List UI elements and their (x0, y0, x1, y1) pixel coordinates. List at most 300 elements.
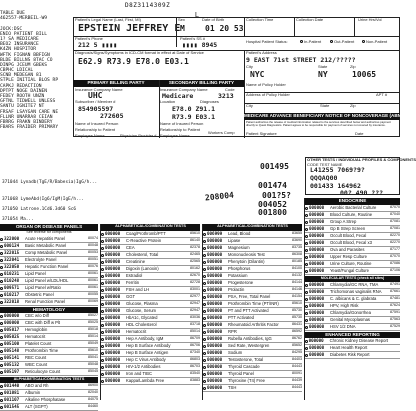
test-row[interactable] (101, 287, 200, 294)
test-name: Hep B Surface Antibody (126, 342, 171, 348)
test-row[interactable] (305, 352, 400, 359)
test-code: 000000 (105, 307, 121, 313)
address-value[interactable]: 9 EAST 71st STREET 212/????? (246, 56, 356, 64)
test-code: 000000 (105, 265, 121, 271)
code-value[interactable]: 3213 (218, 92, 234, 100)
test-name: Thyroid Panel (228, 370, 254, 376)
test-row[interactable] (305, 345, 400, 352)
test-checkbox[interactable] (0, 322, 3, 325)
test-row[interactable] (203, 245, 302, 252)
test-checkbox[interactable] (305, 319, 308, 322)
test-row[interactable] (0, 404, 98, 411)
test-checkbox[interactable] (101, 331, 104, 334)
test-checkbox[interactable] (0, 238, 3, 241)
test-row[interactable] (203, 259, 302, 266)
test-row[interactable] (203, 273, 302, 280)
test-checkbox[interactable] (101, 233, 104, 236)
test-row[interactable] (101, 315, 200, 322)
test-checkbox[interactable] (0, 273, 3, 276)
physician-label: Physician Provider # (120, 133, 157, 138)
cpt-code: 87070 (390, 205, 400, 210)
test-checkbox[interactable] (101, 289, 104, 292)
cpt-code: 84075 (88, 397, 98, 402)
test-row[interactable] (101, 245, 200, 252)
handwritten-code[interactable]: 001?5? (262, 191, 291, 200)
test-row[interactable] (101, 336, 200, 343)
test-code: 005132 (4, 361, 20, 367)
test-row[interactable] (305, 233, 400, 240)
cpt-code: 82977 (190, 294, 200, 299)
test-checkbox[interactable] (305, 270, 308, 273)
test-code: 000000 (309, 253, 325, 259)
cpt-code: 80053 (88, 250, 98, 255)
test-row[interactable] (203, 280, 302, 287)
test-row[interactable] (101, 280, 200, 287)
test-code: 000000 (207, 335, 223, 341)
test-checkbox[interactable] (0, 385, 3, 388)
test-checkbox[interactable] (101, 261, 104, 264)
test-checkbox[interactable] (101, 296, 104, 299)
test-row[interactable] (305, 324, 400, 331)
state-label: State (318, 64, 328, 69)
test-checkbox[interactable] (0, 392, 3, 395)
strip-line: 371054 Ma... (2, 217, 34, 222)
test-checkbox[interactable] (101, 247, 104, 250)
test-row[interactable] (203, 357, 302, 364)
test-row[interactable] (101, 294, 200, 301)
test-row[interactable] (305, 212, 400, 219)
test-row[interactable] (0, 299, 98, 306)
test-checkbox[interactable] (0, 343, 3, 346)
test-name: CBC w/o Diff (25, 312, 49, 318)
state-value[interactable]: NY (318, 70, 328, 79)
cpt-code: 87624 (390, 303, 400, 308)
handwritten-code[interactable]: 001495 (260, 162, 289, 171)
ssn-label: Patient's SS # (180, 36, 205, 41)
test-code: 010217 (4, 291, 20, 297)
test-checkbox[interactable] (305, 256, 308, 259)
test-row[interactable] (101, 266, 200, 273)
inpatient-option[interactable]: In-Patient (300, 40, 321, 44)
test-checkbox[interactable] (0, 364, 3, 367)
organ-panels-title: ORGAN OR DISEASE PANELS (0, 224, 98, 231)
test-checkbox[interactable] (305, 249, 308, 252)
test-checkbox[interactable] (0, 329, 3, 332)
test-checkbox[interactable] (305, 291, 308, 294)
test-checkbox[interactable] (0, 287, 3, 290)
test-checkbox[interactable] (0, 294, 3, 297)
test-checkbox[interactable] (305, 284, 308, 287)
city-label: City (246, 64, 253, 69)
test-name: Upper Resp Culture (330, 253, 368, 259)
patient-name-value[interactable]: EPSTEIN JEFFREY E (78, 23, 181, 34)
city-value[interactable]: NYC (250, 70, 265, 79)
test-code: 000000 (308, 337, 324, 343)
test-row[interactable] (305, 282, 400, 289)
test-row[interactable] (0, 327, 98, 334)
test-row[interactable] (305, 226, 400, 233)
group-value[interactable]: 272605 (100, 112, 124, 120)
test-name: Lipase (228, 237, 241, 243)
test-name: PTT Activated (228, 314, 254, 320)
test-row[interactable] (203, 378, 302, 385)
test-name: Magnesium (228, 244, 250, 250)
test-checkbox[interactable] (305, 326, 308, 329)
test-checkbox[interactable] (101, 303, 104, 306)
cpt-code: 82947 (190, 301, 200, 306)
test-row[interactable] (203, 252, 302, 259)
test-checkbox[interactable] (101, 240, 104, 243)
test-row[interactable] (305, 254, 400, 261)
test-name: Prothrombin Time (25, 347, 59, 353)
test-checkbox[interactable] (203, 338, 206, 341)
cpt-code: 85610 (88, 348, 98, 353)
barcode-text: D8Z3114309Z (125, 2, 171, 9)
test-row[interactable] (101, 350, 200, 357)
test-row[interactable] (0, 243, 98, 250)
test-checkbox[interactable] (305, 207, 308, 210)
cpt-code: 86308 (292, 252, 302, 257)
test-row[interactable] (305, 296, 400, 303)
insurance-company-label: Insurance Company Name (75, 87, 123, 92)
test-row[interactable] (0, 362, 98, 369)
diagnoses-value-1[interactable]: E78.0 Z91.1 (172, 105, 216, 113)
cpt-code: 83690 (292, 238, 302, 243)
phone-value[interactable]: 212 5 ▮▮▮▮ (78, 41, 118, 49)
test-code: 000000 (207, 370, 223, 376)
test-row[interactable] (101, 322, 200, 329)
test-row[interactable] (101, 378, 200, 385)
policy-holder-label: Name of Policy Holder (246, 82, 286, 87)
test-row[interactable] (0, 278, 98, 285)
test-row[interactable] (305, 268, 400, 275)
strip-line: 371050 Latrone.1Cd6.3d60 Sc6 (2, 207, 77, 212)
cpt-code: 86706 (190, 343, 200, 348)
test-checkbox[interactable] (101, 268, 104, 271)
test-name: HIV-1/2 Antibodies (126, 363, 161, 369)
left-code-item: DPTPT NOGE DAINEN (0, 88, 48, 94)
left-code-item: 1? SA MEDICARE (0, 36, 39, 42)
test-checkbox[interactable] (101, 310, 104, 313)
cpt-code: 80162 (190, 266, 200, 271)
test-row[interactable] (203, 287, 302, 294)
test-row[interactable] (0, 390, 98, 397)
test-checkbox[interactable] (0, 301, 3, 304)
test-name: Urine Culture, Routine (330, 260, 372, 266)
test-row[interactable] (203, 294, 302, 301)
sex-value[interactable]: M (180, 24, 185, 33)
handwritten-code[interactable]: 001474 (258, 181, 287, 190)
test-checkbox[interactable] (305, 214, 308, 217)
cpt-code: 85652 (292, 343, 302, 348)
left-code-item: DINPG JCEUM GBEKS (0, 62, 48, 68)
test-checkbox[interactable] (0, 280, 3, 283)
test-checkbox[interactable] (203, 282, 206, 285)
test-row[interactable] (203, 238, 302, 245)
test-checkbox[interactable] (0, 266, 3, 269)
test-row[interactable] (101, 238, 200, 245)
handwritten-code[interactable]: 208004 (204, 190, 235, 203)
test-row[interactable] (0, 271, 98, 278)
test-name: Kappa/Lambda Free (126, 377, 165, 383)
test-code: 000000 (309, 260, 325, 266)
test-name: Hematocrit (25, 333, 46, 339)
test-checkbox[interactable] (203, 310, 206, 313)
test-checkbox[interactable] (203, 289, 206, 292)
test-checkbox[interactable] (203, 331, 206, 334)
test-checkbox[interactable] (0, 399, 3, 402)
icd-value[interactable]: E62.9 R73.9 E78.0 E03.1 (78, 57, 189, 66)
test-code: 000000 (309, 288, 325, 294)
other-test-entry[interactable]: L41255 7069?9? (310, 166, 365, 174)
test-row[interactable] (305, 310, 400, 317)
test-row[interactable] (0, 320, 98, 327)
test-checkbox[interactable] (305, 263, 308, 266)
other-test-entry[interactable]: 001433 164962 (310, 182, 361, 190)
test-row[interactable] (305, 317, 400, 324)
test-checkbox[interactable] (203, 233, 206, 236)
test-checkbox[interactable] (203, 296, 206, 299)
test-row[interactable] (0, 250, 98, 257)
test-name: Sed Rate, Westergren (228, 342, 270, 348)
test-code: 000000 (105, 370, 121, 376)
test-checkbox[interactable] (0, 259, 3, 262)
test-name: C. albicans & C. glabrata (330, 295, 377, 301)
test-name: Rheumatoid Arthritis Factor (228, 321, 279, 327)
endocrine-title: ENDOCRINE (305, 198, 400, 205)
cpt-code: 82378 (190, 245, 200, 250)
test-row[interactable] (305, 289, 400, 296)
test-code: 000000 (105, 363, 121, 369)
test-checkbox[interactable] (101, 359, 104, 362)
test-checkbox[interactable] (101, 317, 104, 320)
test-checkbox[interactable] (203, 275, 206, 278)
test-checkbox[interactable] (203, 324, 206, 327)
test-name: Chlamydia/GC RNA, TMA (330, 281, 379, 287)
test-row[interactable] (203, 385, 302, 392)
nonpatient-option[interactable]: Non-Patient (362, 40, 387, 44)
test-checkbox[interactable] (101, 380, 104, 383)
test-code: 000000 (105, 272, 121, 278)
test-row[interactable] (203, 322, 302, 329)
test-checkbox[interactable] (305, 235, 308, 238)
test-checkbox[interactable] (203, 366, 206, 369)
relationship-label-2: Relationship to Patient (160, 127, 201, 132)
test-name: Mononucleosis Test (228, 251, 265, 257)
test-row[interactable] (305, 219, 400, 226)
test-row[interactable] (101, 259, 200, 266)
test-checkbox[interactable] (203, 387, 206, 390)
test-code: 001545 (4, 403, 20, 409)
test-checkbox[interactable] (0, 357, 3, 360)
test-row[interactable] (305, 261, 400, 268)
test-row[interactable] (101, 364, 200, 371)
test-row[interactable] (0, 341, 98, 348)
test-code: 000000 (207, 356, 223, 362)
test-checkbox[interactable] (101, 324, 104, 327)
abn-title-bar: MEDICARE ADVANCE BENEFICIARY NOTICE OF NONCOVERAGE (ABN) (244, 113, 403, 118)
test-checkbox[interactable] (305, 228, 308, 231)
test-row[interactable] (305, 240, 400, 247)
insured-name-label-2: Name of Insured Person (160, 121, 204, 126)
test-checkbox[interactable] (305, 340, 308, 343)
test-row[interactable] (101, 308, 200, 315)
test-checkbox[interactable] (101, 275, 104, 278)
test-checkbox[interactable] (203, 359, 206, 362)
test-row[interactable] (203, 336, 302, 343)
test-checkbox[interactable] (101, 345, 104, 348)
test-row[interactable] (203, 308, 302, 315)
test-row[interactable] (305, 247, 400, 254)
test-row[interactable] (305, 205, 400, 212)
alpha-title-1: ALPHABETICAL/COMBINATION TESTS (0, 377, 98, 383)
test-checkbox[interactable] (305, 305, 308, 308)
test-row[interactable] (0, 334, 98, 341)
test-row[interactable] (0, 292, 98, 299)
test-row[interactable] (0, 369, 98, 376)
test-checkbox[interactable] (305, 354, 308, 357)
test-checkbox[interactable] (203, 380, 206, 383)
test-code: 000000 (105, 377, 121, 383)
test-code: 000000 (105, 349, 121, 355)
test-row[interactable] (0, 355, 98, 362)
test-checkbox[interactable] (0, 406, 3, 409)
test-name: Ferritin (126, 279, 140, 285)
workers-comp-label: Workers Comp (208, 130, 235, 135)
test-code: 000000 (105, 314, 121, 320)
test-checkbox[interactable] (0, 252, 3, 255)
test-name: Acute Hepatitis Panel (25, 235, 66, 241)
test-name: Albumin (25, 389, 41, 395)
test-row[interactable] (101, 301, 200, 308)
test-row[interactable] (0, 285, 98, 292)
test-row[interactable] (203, 231, 302, 238)
test-checkbox[interactable] (203, 373, 206, 376)
test-checkbox[interactable] (203, 247, 206, 250)
test-checkbox[interactable] (0, 245, 3, 248)
test-row[interactable] (203, 364, 302, 371)
test-row[interactable] (101, 343, 200, 350)
left-code-item: 462557·MERBEIL·W9 (0, 16, 48, 22)
test-name: CBC with Diff w Plt (25, 319, 61, 325)
abn-date-label: Date (355, 131, 364, 136)
cpt-code: 85610 (292, 301, 302, 306)
outpatient-option[interactable]: Out-Patient (330, 40, 354, 44)
test-checkbox[interactable] (203, 303, 206, 306)
test-checkbox[interactable] (203, 261, 206, 264)
cpt-code: 80069 (88, 299, 98, 304)
test-row[interactable] (0, 236, 98, 243)
left-code-item: FLLNR UNARRA8 CEIAN (0, 114, 53, 120)
collection-time-label: Collection Time (246, 17, 274, 22)
test-row[interactable] (203, 266, 302, 273)
test-code: 000124 (4, 242, 20, 248)
test-checkbox[interactable] (0, 336, 3, 339)
alpha-title-2: ALPHABETICAL/COMBINATION TESTS (101, 224, 200, 231)
test-row[interactable] (101, 273, 200, 280)
other-test-entry[interactable]: 00? 490 ??? (340, 189, 384, 197)
test-name: Hep A Antibody, IgM (126, 335, 164, 341)
test-checkbox[interactable] (101, 366, 104, 369)
test-checkbox[interactable] (203, 240, 206, 243)
test-checkbox[interactable] (305, 242, 308, 245)
cpt-code: 85730 (292, 308, 302, 313)
member-id-value[interactable]: 854905597 (78, 105, 114, 113)
test-row[interactable] (203, 371, 302, 378)
test-checkbox[interactable] (203, 317, 206, 320)
test-row[interactable] (305, 303, 400, 310)
test-row[interactable] (101, 231, 200, 238)
cpt-code: 82565 (190, 259, 200, 264)
ssn-value[interactable]: ▮▮▮▮ 8945 (182, 41, 218, 49)
test-row[interactable] (203, 343, 302, 350)
test-row[interactable] (0, 397, 98, 404)
secondary-insurance-value[interactable]: Medicare (162, 92, 194, 100)
test-row[interactable] (203, 350, 302, 357)
test-checkbox[interactable] (101, 352, 104, 355)
test-row[interactable] (0, 313, 98, 320)
cpt-code: 87040 (390, 212, 400, 217)
test-row[interactable] (101, 252, 200, 259)
test-checkbox[interactable] (101, 254, 104, 257)
test-checkbox[interactable] (0, 350, 3, 353)
test-code: 000000 (105, 300, 121, 306)
test-name: Trichomonas vaginalis RNA (330, 288, 382, 294)
test-checkbox[interactable] (203, 352, 206, 355)
test-checkbox[interactable] (0, 371, 3, 374)
test-row[interactable] (101, 357, 200, 364)
test-checkbox[interactable] (203, 345, 206, 348)
test-name: Occult Blood, Fecal x3 (330, 239, 372, 245)
diagnoses-value-2[interactable]: R73.9 E03.1 (172, 113, 216, 121)
handwritten-code[interactable]: 001800 (258, 208, 287, 217)
test-checkbox[interactable] (305, 221, 308, 224)
test-checkbox[interactable] (101, 282, 104, 285)
test-checkbox[interactable] (305, 298, 308, 301)
test-row[interactable] (0, 383, 98, 390)
test-checkbox[interactable] (0, 315, 3, 318)
test-row[interactable] (203, 315, 302, 322)
cpt-code: 87106 (390, 268, 400, 273)
insurance-company-value[interactable]: UHC (88, 91, 103, 100)
primary-billing-bar: PRIMARY BILLING PARTY (73, 80, 159, 87)
left-code-item: FBRRG FRAKN BINDERY (0, 119, 53, 125)
other-test-entry[interactable]: QQQAQ00 (310, 174, 338, 182)
left-code-item: SANTU IGNITE7 NT (0, 104, 45, 110)
test-row[interactable] (203, 301, 302, 308)
test-row[interactable] (0, 264, 98, 271)
test-row[interactable] (0, 257, 98, 264)
test-checkbox[interactable] (305, 347, 308, 350)
test-name: Lipid Panel (25, 270, 46, 276)
test-row[interactable] (203, 329, 302, 336)
left-code-item: STPLE INITIAL BLOS RP (0, 78, 59, 84)
test-row[interactable] (101, 371, 200, 378)
test-checkbox[interactable] (305, 312, 308, 315)
zip-value[interactable]: 10065 (352, 70, 377, 79)
test-row[interactable] (101, 329, 200, 336)
test-name: Blood Culture, Routine (330, 211, 373, 217)
handwritten-code[interactable]: 004052 (258, 200, 287, 209)
test-checkbox[interactable] (203, 268, 206, 271)
cpt-code: 87529 (390, 324, 400, 329)
test-checkbox[interactable] (101, 373, 104, 376)
test-row[interactable] (0, 348, 98, 355)
test-row[interactable] (305, 338, 400, 345)
test-checkbox[interactable] (101, 338, 104, 341)
test-checkbox[interactable] (203, 254, 206, 257)
dob-value[interactable]: 01 20 53 (205, 24, 244, 33)
